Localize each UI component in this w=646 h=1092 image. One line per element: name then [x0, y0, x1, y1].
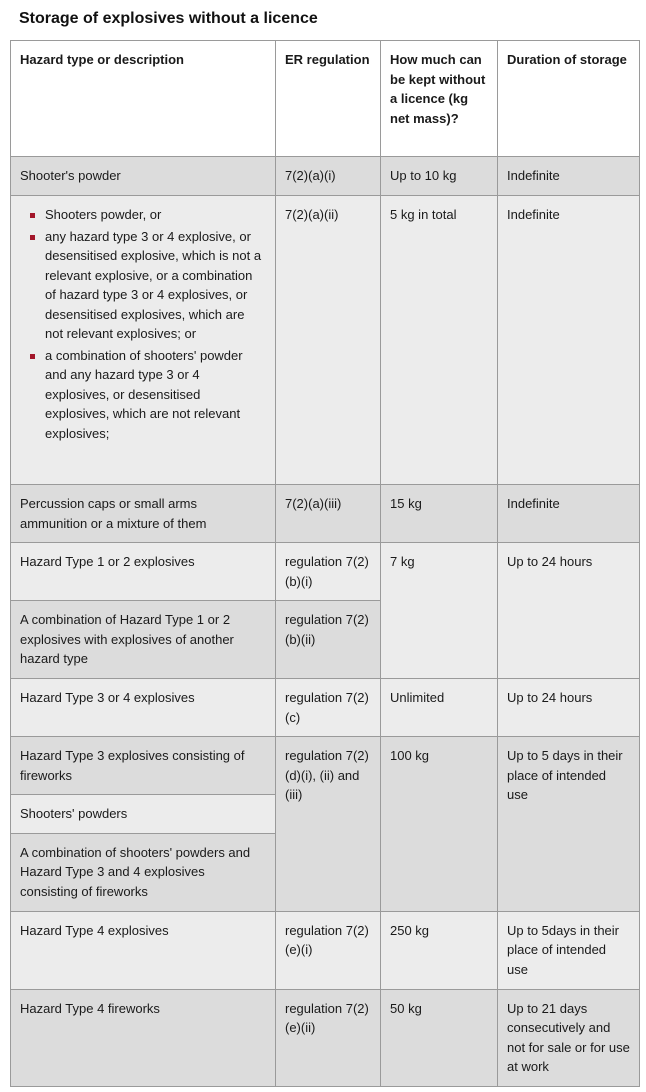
header-amount: How much can be kept without a licence (kg net mass)? [381, 41, 498, 157]
table-header-row [11, 41, 640, 157]
table-row [11, 196, 640, 485]
amount-limit: 50 kg [381, 989, 498, 1086]
er-regulation: 7(2)(a)(i) [276, 157, 381, 196]
hazard-description: Hazard Type 3 explosives consisting of fireworks [11, 737, 276, 795]
table-row [11, 543, 640, 601]
amount-limit: 100 kg [381, 737, 498, 912]
hazard-description: Shooter's powder [11, 157, 276, 196]
amount-limit: Up to 10 kg [381, 157, 498, 196]
hazard-description: Hazard Type 4 fireworks [11, 989, 276, 1086]
table-row [11, 911, 640, 989]
storage-duration: Indefinite [498, 196, 640, 485]
header-er-regulation: ER regulation [276, 41, 381, 157]
hazard-bullet-list [20, 205, 266, 443]
list-item: a combination of shooters' powder and any hazard type 3 or 4 explosives, or desensitised explosives, which are not relevant explosives; [45, 346, 266, 444]
list-item: Shooters powder, or [45, 205, 266, 225]
hazard-description: Hazard Type 1 or 2 explosives [11, 543, 276, 601]
storage-duration: Up to 24 hours [498, 543, 640, 679]
table-row [11, 737, 640, 795]
hazard-description: A combination of shooters' powders and Hazard Type 3 and 4 explosives consisting of fireworks [11, 833, 276, 911]
hazard-description: Shooters' powders [11, 795, 276, 834]
table-row [11, 157, 640, 196]
er-regulation: regulation 7(2)(b)(i) [276, 543, 381, 601]
er-regulation: regulation 7(2)(e)(ii) [276, 989, 381, 1086]
storage-duration: Up to 5days in their place of intended use [498, 911, 640, 989]
table-row [11, 485, 640, 543]
hazard-description: Hazard Type 3 or 4 explosives [11, 679, 276, 737]
amount-limit: 250 kg [381, 911, 498, 989]
header-duration: Duration of storage [498, 41, 640, 157]
er-regulation: regulation 7(2)(e)(i) [276, 911, 381, 989]
amount-limit: Unlimited [381, 679, 498, 737]
list-item: any hazard type 3 or 4 explosive, or desensitised explosive, which is not a relevant explosive, or a combination of hazard type 3 or 4 explosives, or desensitised explosives, which are not relevant explosives; or [45, 227, 266, 344]
storage-duration: Up to 5 days in their place of intended use [498, 737, 640, 912]
amount-limit: 7 kg [381, 543, 498, 679]
table-row [11, 679, 640, 737]
amount-limit: 5 kg in total [381, 196, 498, 485]
page-title: Storage of explosives without a licence [19, 10, 318, 27]
header-hazard-type: Hazard type or description [11, 41, 276, 157]
storage-duration: Indefinite [498, 157, 640, 196]
hazard-description: Percussion caps or small arms ammunition or a mixture of them [11, 485, 276, 543]
amount-limit: 15 kg [381, 485, 498, 543]
storage-duration: Indefinite [498, 485, 640, 543]
hazard-description: Hazard Type 4 explosives [11, 911, 276, 989]
er-regulation: regulation 7(2)(b)(ii) [276, 601, 381, 679]
hazard-description: A combination of Hazard Type 1 or 2 explosives with explosives of another hazard type [11, 601, 276, 679]
storage-duration: Up to 21 days consecutively and not for sale or for use at work [498, 989, 640, 1086]
er-regulation: 7(2)(a)(iii) [276, 485, 381, 543]
er-regulation: 7(2)(a)(ii) [276, 196, 381, 485]
er-regulation: regulation 7(2)(c) [276, 679, 381, 737]
er-regulation: regulation 7(2)(d)(i), (ii) and (iii) [276, 737, 381, 912]
table-row [11, 989, 640, 1086]
storage-duration: Up to 24 hours [498, 679, 640, 737]
explosives-storage-table [10, 40, 640, 1087]
hazard-description [11, 196, 276, 485]
